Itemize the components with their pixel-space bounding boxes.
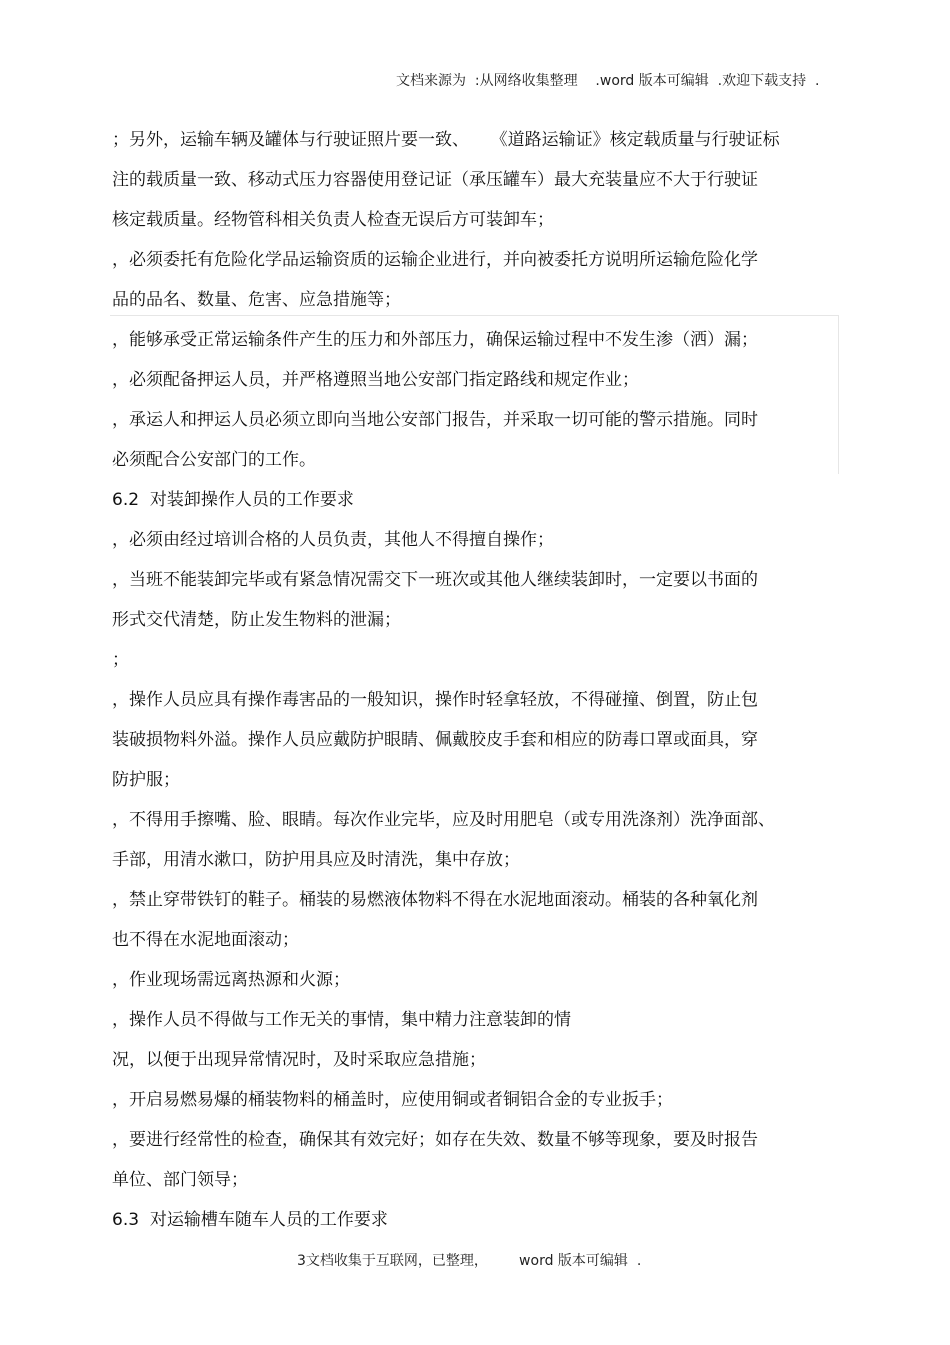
body-line: ； (112, 650, 129, 670)
body-line: 况，以便于出现异常情况时，及时采取应急措施； (112, 1050, 486, 1070)
body-line: ，要进行经常性的检查，确保其有效完好；如存在失效、数量不够等现象，要及时报告 (112, 1130, 758, 1150)
body-line: ，不得用手擦嘴、脸、眼睛。每次作业完毕，应及时用肥皂（或专用洗涤剂）洗净面部、 (112, 810, 775, 830)
body-line: ，能够承受正常运输条件产生的压力和外部压力，确保运输过程中不发生渗（洒）漏； (112, 330, 758, 350)
page-header: 文档来源为 :从网络收集整理 .word 版本可编辑 .欢迎下载支持 . (396, 73, 820, 89)
page-footer: 3文档收集于互联网，已整理， word 版本可编辑 . (297, 1253, 642, 1269)
body-line: ，操作人员应具有操作毒害品的一般知识，操作时轻拿轻放，不得碰撞、倒置，防止包 (112, 690, 758, 710)
body-line: 必须配合公安部门的工作。 (112, 450, 316, 470)
body-line: 形式交代清楚，防止发生物料的泄漏； (112, 610, 401, 630)
body-line: 装破损物料外溢。操作人员应戴防护眼睛、佩戴胶皮手套和相应的防毒口罩或面具，穿 (112, 730, 758, 750)
body-line: ，作业现场需远离热源和火源； (112, 970, 350, 990)
body-line: ，当班不能装卸完毕或有紧急情况需交下一班次或其他人继续装卸时，一定要以书面的 (112, 570, 758, 590)
body-line: ，操作人员不得做与工作无关的事情，集中精力注意装卸的情 (112, 1010, 571, 1030)
body-line: 手部，用清水漱口，防护用具应及时清洗，集中存放； (112, 850, 520, 870)
body-line: ，开启易燃易爆的桶装物料的桶盖时，应使用铜或者铜铝合金的专业扳手； (112, 1090, 673, 1110)
body-line: ，禁止穿带铁钉的鞋子。桶装的易燃液体物料不得在水泥地面滚动。桶装的各种氧化剂 (112, 890, 758, 910)
body-line: 核定载质量。经物管科相关负责人检查无误后方可装卸车； (112, 210, 554, 230)
body-line: 注的载质量一致、移动式压力容器使用登记证（承压罐车）最大充装量应不大于行驶证 (112, 170, 758, 190)
body-line: ，承运人和押运人员必须立即向当地公安部门报告，并采取一切可能的警示措施。同时 (112, 410, 758, 430)
body-line: ，必须由经过培训合格的人员负责，其他人不得擅自操作； (112, 530, 554, 550)
body-line: ；另外，运输车辆及罐体与行驶证照片要一致、 《道路运输证》核定载质量与行驶证标 (112, 130, 780, 150)
body-line: ，必须委托有危险化学品运输资质的运输企业进行，并向被委托方说明所运输危险化学 (112, 250, 758, 270)
body-line: 品的品名、数量、危害、应急措施等； (112, 290, 401, 310)
section-heading: 6.3 对运输槽车随车人员的工作要求 (112, 1210, 388, 1230)
body-line: 也不得在水泥地面滚动； (112, 930, 299, 950)
body-line: 单位、部门领导； (112, 1170, 248, 1190)
section-heading: 6.2 对装卸操作人员的工作要求 (112, 490, 354, 510)
body-line: ，必须配备押运人员，并严格遵照当地公安部门指定路线和规定作业； (112, 370, 639, 390)
body-line: 防护服； (112, 770, 180, 790)
